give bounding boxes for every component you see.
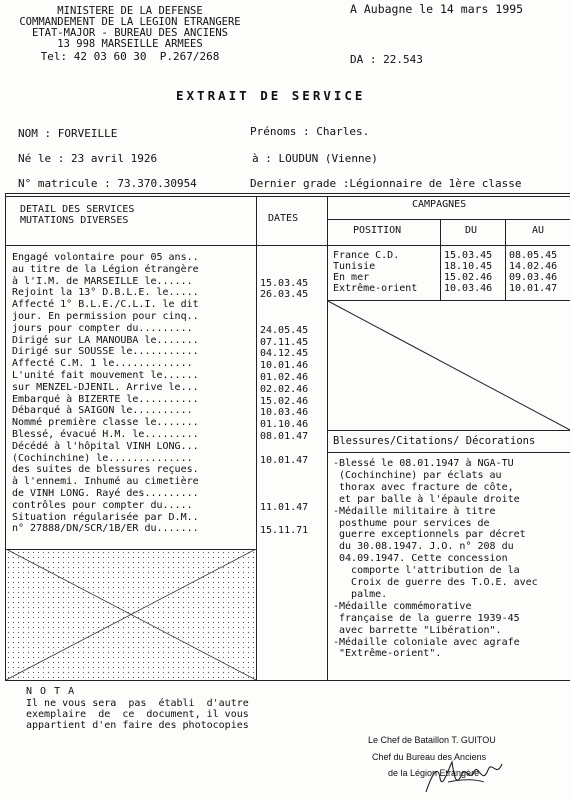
decoration-line: 04.09.1947. Cette concession xyxy=(333,553,508,565)
campagne-position: Extrême-orient xyxy=(333,283,418,294)
decoration-line: -Blessé le 08.01.1947 à NGA-TU xyxy=(333,458,514,469)
grade-field: Dernier grade :Légionnaire de 1ère classe xyxy=(250,177,522,190)
diagonal-strike xyxy=(328,301,570,430)
decoration-line: posthume pour services de xyxy=(333,517,490,529)
service-date: 10.01.47 xyxy=(260,454,309,466)
decoration-line: thorax avec fracture de côte, xyxy=(333,481,514,493)
service-date: 01.02.46 xyxy=(260,372,309,383)
service-line: L'unité fait mouvement le...... xyxy=(12,370,199,381)
service-line: n° 27888/DN/SCR/1B/ER du....... xyxy=(12,523,199,535)
cancelled-cross xyxy=(6,549,256,680)
letterhead-line: ETAT-MAJOR - BUREAU DES ANCIENS xyxy=(32,27,228,39)
campagne-du: 15.02.46 xyxy=(444,272,493,283)
da-number: DA : 22.543 xyxy=(350,53,423,66)
service-line: Dirigé sur SOUSSE le........... xyxy=(12,346,199,358)
handwritten-signature xyxy=(418,752,508,798)
campagne-position: En mer xyxy=(333,272,370,283)
decoration-line: "Extrême-orient". xyxy=(333,648,442,660)
service-line: Embarqué à BIZERTE le.......... xyxy=(12,393,199,405)
service-line: des suites de blessures reçues. xyxy=(12,464,199,476)
service-line: Rejoint la 13° D.B.L.E. le..... xyxy=(12,287,199,299)
service-line: contrôles pour compter du..... xyxy=(12,499,193,511)
decoration-line: du 30.08.1947. J.O. n° 208 du xyxy=(333,541,514,553)
nota-title: N O T A xyxy=(26,686,76,697)
blessures-title: Blessures/Citations/ Décorations xyxy=(333,435,536,447)
birth-date-field: Né le : 23 avril 1926 xyxy=(18,152,158,165)
service-line: jours pour compter du......... xyxy=(12,322,193,334)
campagne-position: France C.D. xyxy=(333,250,400,261)
header-dates: DATES xyxy=(268,213,299,224)
campagne-position: Tunisie xyxy=(333,261,376,272)
decoration-line: -Médaille militaire à titre xyxy=(333,505,496,517)
header-mutations: MUTATIONS DIVERSES xyxy=(20,215,129,226)
campagne-du: 18.10.45 xyxy=(444,261,493,272)
service-date: 04.12.45 xyxy=(260,348,309,360)
header-du: DU xyxy=(465,225,478,236)
letterhead xyxy=(0,6,260,66)
service-date: 08.01.47 xyxy=(260,431,309,442)
decoration-line: (Cochinchine) par éclats au xyxy=(333,469,502,481)
service-date: 01.10.46 xyxy=(260,419,309,431)
nota-line: Il ne vous sera pas établi d'autre xyxy=(26,698,249,709)
nota-line: exemplaire de ce document, il vous xyxy=(26,709,249,720)
service-date: 07.11.45 xyxy=(260,336,309,348)
service-line: à l'I.M. de MARSEILLE le...... xyxy=(12,275,193,287)
campagne-du: 10.03.46 xyxy=(444,283,493,294)
letterhead-line: 13 998 MARSEILLE ARMEES xyxy=(57,38,203,50)
signatory-unit: de la Légion Etrangère xyxy=(388,768,480,778)
service-line: Nommé première classe le....... xyxy=(12,417,199,429)
place-date: A Aubagne le 14 mars 1995 xyxy=(350,2,524,16)
header-position: POSITION xyxy=(353,225,402,236)
prenoms-field: Prénoms : Charles. xyxy=(250,125,370,138)
nom-field: NOM : FORVEILLE xyxy=(18,127,118,140)
document-title: EXTRAIT DE SERVICE xyxy=(176,88,366,103)
service-line: Décédé à l'hôpital VINH LONG... xyxy=(12,440,199,452)
service-line: sur MENZEL-DJENIL. Arrive le... xyxy=(12,381,199,393)
decoration-line: avec barrette "Libération". xyxy=(333,624,502,636)
service-date: 10.01.46 xyxy=(260,360,309,372)
service-line: Blessé, évacué H.M. le......... xyxy=(12,429,199,440)
decoration-line: comporte l'attribution de la xyxy=(333,565,520,577)
campagne-du: 15.03.45 xyxy=(444,250,493,261)
decoration-line: et par balle à l'épaule droite xyxy=(333,493,520,505)
decoration-line: palme. xyxy=(333,588,388,600)
campagne-au: 08.05.45 xyxy=(509,250,558,261)
service-date: 26.03.45 xyxy=(260,289,309,301)
header-detail-services: DETAIL DES SERVICES xyxy=(20,204,135,215)
decoration-line: -Médaille coloniale avec agrafe xyxy=(333,636,520,648)
service-date: 02.02.46 xyxy=(260,383,309,395)
service-line: au titre de la Légion étrangère xyxy=(12,263,199,275)
letterhead-line: Tel: 42 03 60 30 P.267/268 xyxy=(40,50,220,63)
campagne-au: 09.03.46 xyxy=(509,272,558,283)
header-campagnes: CAMPAGNES xyxy=(412,199,467,210)
service-line: Affecté 1° B.L.E./C.L.I. le dit xyxy=(12,299,199,311)
service-date: 10.03.46 xyxy=(260,407,309,419)
decoration-line: guerre exceptionnels par décret xyxy=(333,529,526,541)
service-date: 15.02.46 xyxy=(260,395,309,407)
service-line: (Cochinchine) le.............. xyxy=(12,452,193,464)
matricule-field: N° matricule : 73.370.30954 xyxy=(18,177,197,190)
letterhead-line: COMMANDEMENT DE LA LEGION ETRANGERE xyxy=(19,16,241,28)
decoration-line: Croix de guerre des T.O.E. avec xyxy=(333,577,538,588)
service-date: 15.11.71 xyxy=(260,525,309,537)
letterhead-line: MINISTERE DE LA DEFENSE xyxy=(57,5,203,17)
service-date: 11.01.47 xyxy=(260,501,309,513)
signatory-office: Chef du Bureau des Anciens xyxy=(372,752,487,762)
service-line: Engagé volontaire pour 05 ans.. xyxy=(12,252,199,263)
header-au: AU xyxy=(532,225,545,236)
nota-line: appartient d'en faire des photocopies xyxy=(26,720,249,731)
service-line: à l'ennemi. Inhumé au cimetière xyxy=(12,476,199,488)
campagne-au: 10.01.47 xyxy=(509,283,558,294)
service-line: jour. En permission pour cinq.. xyxy=(12,311,199,322)
service-line: de VINH LONG. Rayé des......... xyxy=(12,488,199,499)
birth-place-field: à : LOUDUN (Vienne) xyxy=(252,152,378,165)
service-date: 24.05.45 xyxy=(260,324,309,336)
service-line: Dirigé sur LA MANOUBA le....... xyxy=(12,334,199,346)
signatory-title: Le Chef de Bataillon T. GUITOU xyxy=(368,735,496,745)
service-date: 15.03.45 xyxy=(260,277,309,289)
decoration-line: -Médaille commémorative xyxy=(333,600,472,612)
service-line: Débarqué à SAIGON le.......... xyxy=(12,405,193,417)
service-line: Situation régularisée par D.M.. xyxy=(12,511,199,523)
campagne-au: 14.02.46 xyxy=(509,261,558,272)
decoration-line: française de la guerre 1939-45 xyxy=(333,612,520,624)
service-line: Affecté C.M. 1 le............. xyxy=(12,358,193,370)
